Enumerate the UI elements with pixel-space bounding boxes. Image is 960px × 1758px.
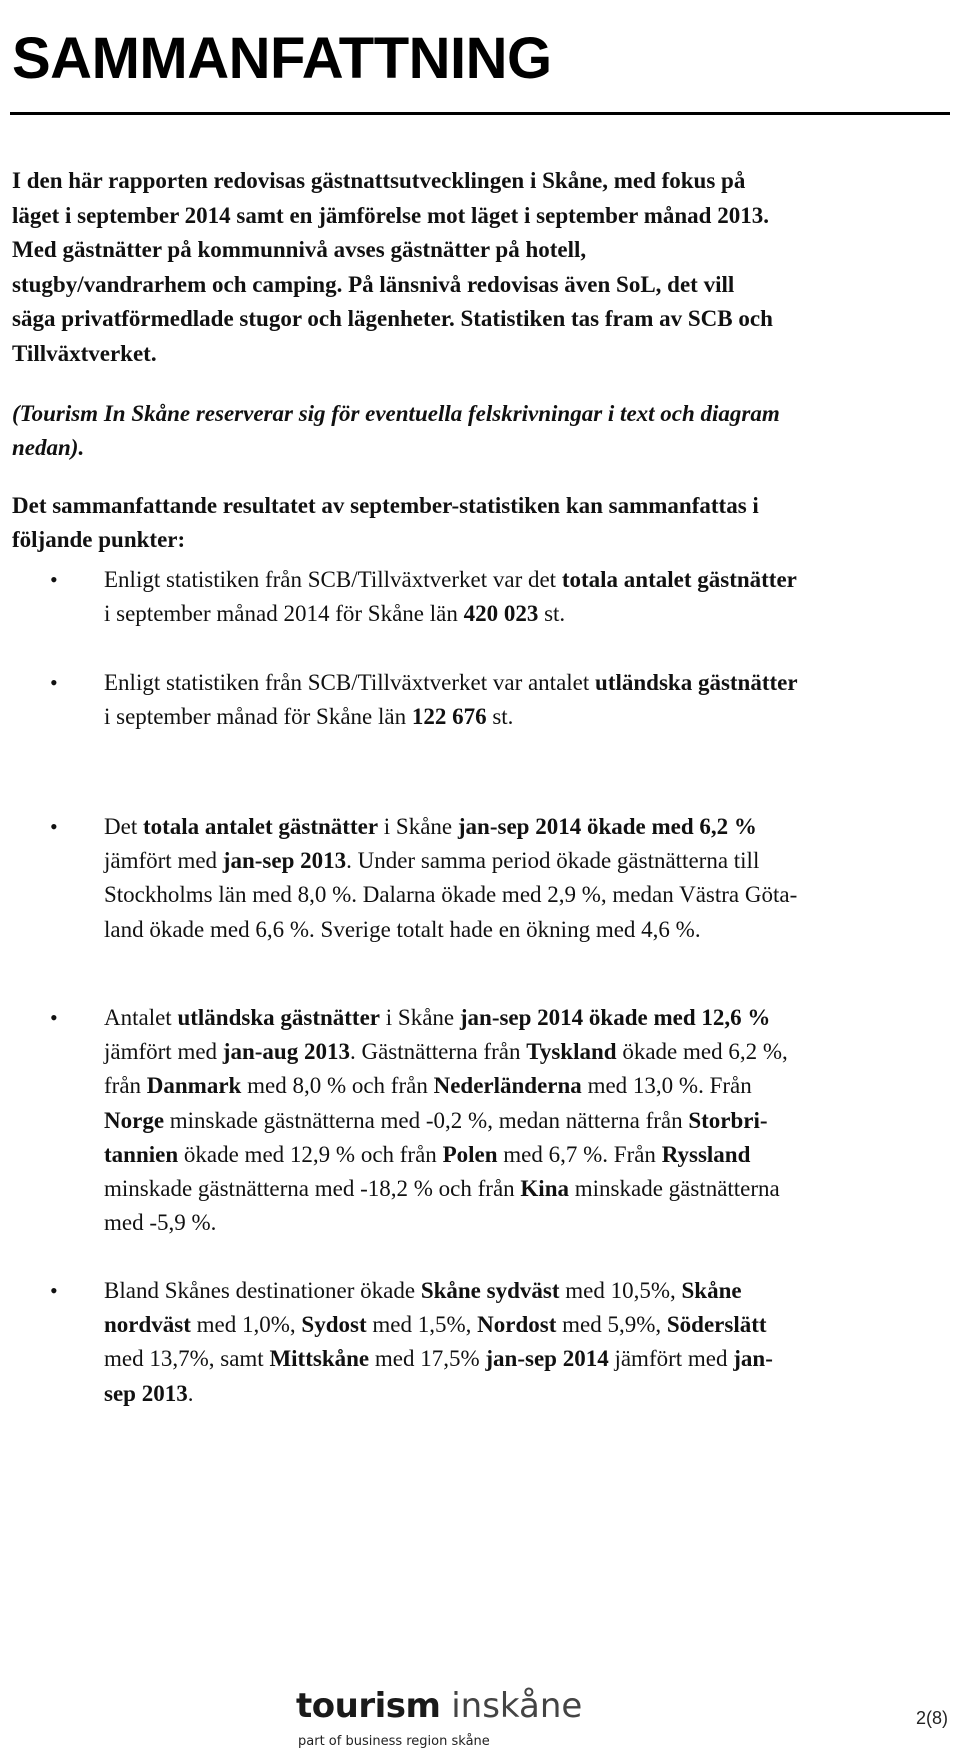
bold-text: Skåne xyxy=(681,1278,742,1303)
bullet-text-run: jämfört med xyxy=(608,1346,734,1372)
bullet-text-run: Bland Skånes destinationer ökade xyxy=(104,1278,421,1303)
bold-text: totala antalet gästnätter xyxy=(561,567,797,592)
intro-line: stugby/vandrarhem och camping. På länsnivå redovisas även SoL, det vill xyxy=(12,271,735,297)
bold-text: Kina xyxy=(520,1176,569,1202)
bullet-text-run: Det xyxy=(104,814,143,839)
bold-text: tannien xyxy=(104,1141,179,1167)
bullet-text-run: minskade gästnätterna xyxy=(569,1176,780,1202)
bullet-text xyxy=(104,810,954,947)
intro-line: läget i september 2014 samt en jämförelse mot läget i september månad 2013. xyxy=(12,202,769,228)
logo-word: tourism xyxy=(296,1686,441,1726)
bold-text: Nordost xyxy=(477,1312,557,1338)
bold-text: Danmark xyxy=(146,1073,242,1099)
bullet-text-run: med 13,7%, samt xyxy=(104,1346,270,1372)
bold-text: jan-sep 2013 xyxy=(222,848,347,874)
bullet-text-run: med 8,0 % och från xyxy=(241,1073,434,1099)
bold-text: Ryssland xyxy=(661,1141,751,1167)
bold-text: totala antalet gästnätter xyxy=(142,814,379,839)
intro-line: I den här rapporten redovisas gästnattsutvecklingen i Skåne, med fokus på xyxy=(12,168,746,193)
bullet-text xyxy=(104,563,954,631)
bullet-text-run: Stockholms län med 8,0 %. Dalarna ökade med 2,9 %, medan Västra Göta- xyxy=(104,882,798,908)
bold-text: sep 2013 xyxy=(104,1380,188,1406)
intro-paragraph xyxy=(12,164,952,372)
bold-text: Skåne sydväst xyxy=(420,1278,560,1303)
bullet-text-run: Enligt statistiken från SCB/Tillväxtverket var antalet xyxy=(104,670,596,695)
bullet-text-run: st. xyxy=(486,704,514,730)
logo-word: in xyxy=(451,1686,483,1726)
bullet-text-run: med 1,0%, xyxy=(190,1312,302,1338)
bold-text: nordväst xyxy=(104,1312,191,1338)
lead-line: följande punkter: xyxy=(12,527,186,552)
bold-text: 420 023 xyxy=(463,601,539,627)
intro-line: Med gästnätter på kommunnivå avses gästnätter på hotell, xyxy=(12,237,587,263)
disclaimer-line: (Tourism In Skåne reserverar sig för eventuella felskrivningar i text och diagram xyxy=(12,401,780,426)
bold-text: Storbri- xyxy=(688,1107,768,1133)
bullet-text-run: minskade gästnätterna med -18,2 % och från xyxy=(104,1176,521,1202)
logo-wordmark xyxy=(296,1686,582,1726)
bullet-text xyxy=(104,1274,954,1411)
bold-text: Sydost xyxy=(301,1312,367,1338)
bold-text: 122 676 xyxy=(411,704,487,730)
bullet-dot-icon: • xyxy=(50,670,58,695)
bullet-dot-icon: • xyxy=(50,567,58,592)
bullet-text-run: från xyxy=(104,1073,147,1099)
bullet-text-run: med 10,5%, xyxy=(559,1278,682,1303)
bullet-text-run: Antalet xyxy=(104,1005,178,1030)
bullet-text-run: jämfört med xyxy=(104,1039,223,1065)
bullet-text-run: minskade gästnätterna med -0,2 %, medan nätterna från xyxy=(164,1107,689,1133)
bold-text: jan-sep 2014 ökade med 6,2 % xyxy=(457,814,757,839)
bullet-text-run: jämfört med xyxy=(104,848,223,874)
logo-tagline: part of business region skåne xyxy=(298,1734,490,1749)
bullet-text-run: i Skåne xyxy=(378,814,458,839)
bold-text: Norge xyxy=(104,1107,165,1133)
bold-text: Polen xyxy=(442,1141,498,1167)
bullet-text-run: ökade med 6,2 %, xyxy=(616,1039,788,1065)
bullet-text-run: land ökade med 6,6 %. Sverige totalt hade en ökning med 4,6 %. xyxy=(104,916,701,942)
bullet-text-run: i Skåne xyxy=(380,1005,460,1030)
intro-line: Tillväxtverket. xyxy=(12,340,157,366)
bullet-text-run: i september månad för Skåne län xyxy=(104,704,412,730)
bullet-text-run: ökade med 12,9 % och från xyxy=(178,1141,443,1167)
bold-text: Nederländerna xyxy=(433,1073,582,1099)
bold-text: Tyskland xyxy=(526,1039,617,1065)
bullet-text xyxy=(104,666,954,734)
lead-line: Det sammanfattande resultatet av september-statistiken kan sammanfattas i xyxy=(12,493,759,518)
bullet-text-run: med -5,9 %. xyxy=(104,1210,217,1236)
disclaimer-note xyxy=(12,397,952,465)
bold-text: Mittskåne xyxy=(269,1346,370,1372)
bold-text: jan-aug 2013 xyxy=(222,1039,350,1065)
bullet-text xyxy=(104,1001,954,1240)
bullet-dot-icon: • xyxy=(50,1005,58,1030)
bold-text: utländska gästnätter xyxy=(595,670,798,695)
bullet-text-run: med 17,5% xyxy=(369,1346,486,1372)
intro-line: säga privatförmedlade stugor och lägenheter. Statistiken tas fram av SCB och xyxy=(12,306,773,332)
bullet-text-run: med 1,5%, xyxy=(366,1312,478,1338)
bullet-dot-icon: • xyxy=(50,814,58,839)
page-title: SAMMANFATTNING xyxy=(12,26,552,91)
disclaimer-line: nedan). xyxy=(12,435,85,460)
bullet-text-run: Enligt statistiken från SCB/Tillväxtverket var det xyxy=(104,567,562,592)
bold-text: jan- xyxy=(733,1346,773,1372)
page-number: 2(8) xyxy=(915,1708,948,1728)
bullet-text-run: . Gästnätterna från xyxy=(349,1039,527,1065)
bullet-text-run: . Under samma period ökade gästnätterna till xyxy=(346,848,760,874)
bullet-dot-icon: • xyxy=(50,1278,58,1303)
bullet-text-run: st. xyxy=(538,601,566,627)
bullet-text-run: . xyxy=(187,1380,194,1406)
bullet-text-run: med 6,7 %. Från xyxy=(497,1141,662,1167)
title-divider xyxy=(10,112,950,115)
bullet-text-run: med 13,0 %. Från xyxy=(581,1073,752,1099)
bold-text: Söderslätt xyxy=(666,1312,767,1338)
bold-text: utländska gästnätter xyxy=(177,1005,381,1030)
bullet-text-run: i september månad 2014 för Skåne län xyxy=(104,601,464,627)
tourism-in-skane-logo xyxy=(296,1686,636,1756)
bold-text: jan-sep 2014 ökade med 12,6 % xyxy=(459,1005,771,1030)
logo-word: skåne xyxy=(482,1686,583,1726)
bold-text: jan-sep 2014 xyxy=(485,1346,609,1372)
summary-lead xyxy=(12,489,952,557)
bullet-text-run: med 5,9%, xyxy=(556,1312,667,1338)
